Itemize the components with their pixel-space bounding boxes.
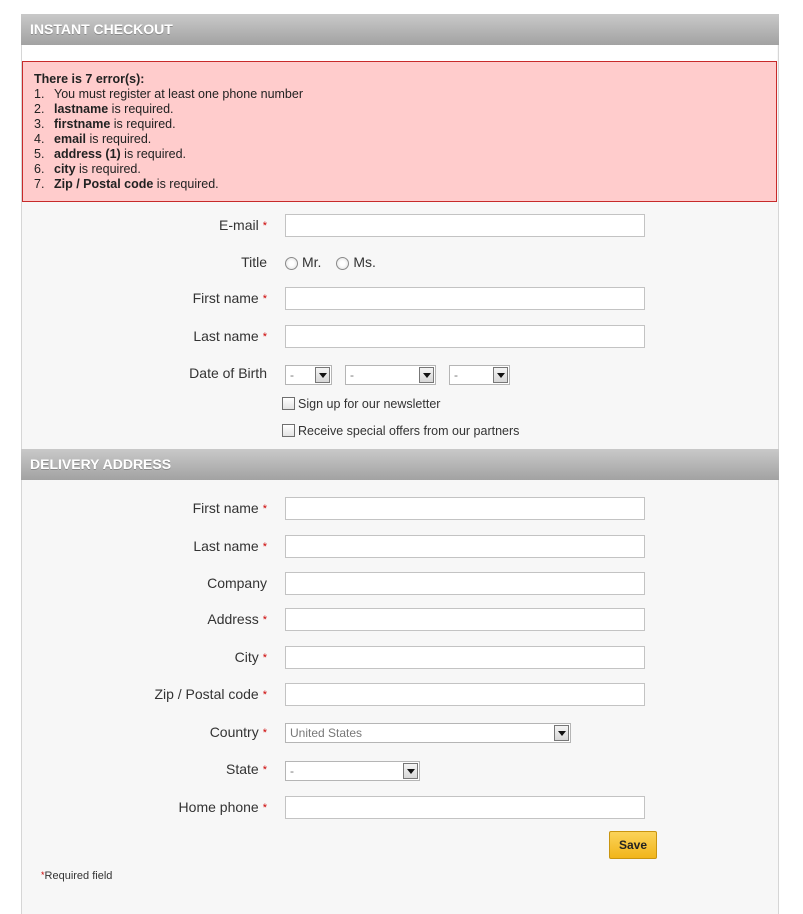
chevron-down-icon	[419, 367, 434, 383]
firstname-label-text: First name	[192, 290, 259, 306]
city-label-text: City	[234, 649, 259, 665]
title-label	[241, 254, 267, 270]
firstname-field[interactable]	[285, 287, 645, 310]
city-label	[235, 649, 267, 665]
required-mark: *	[262, 220, 267, 232]
email-field[interactable]	[285, 214, 645, 237]
country-label	[210, 724, 267, 740]
state-value: -	[290, 764, 294, 778]
required-mark: *	[262, 614, 267, 626]
radio-ms[interactable]	[336, 257, 349, 270]
dob-day-select[interactable]	[285, 365, 332, 385]
delivery-firstname-label	[193, 500, 267, 516]
delivery-firstname-field[interactable]	[285, 497, 645, 520]
dob-year-select[interactable]	[449, 365, 510, 385]
instant-checkout-header: INSTANT CHECKOUT	[21, 14, 779, 45]
address-label	[207, 611, 267, 627]
company-label-text: Company	[207, 575, 267, 591]
error-text: You must register at least one phone number	[54, 87, 303, 101]
company-field[interactable]	[285, 572, 645, 595]
address-field[interactable]	[285, 608, 645, 631]
chevron-down-icon	[493, 367, 508, 383]
required-note	[41, 870, 112, 882]
required-mark: *	[41, 870, 45, 880]
zip-field[interactable]	[285, 683, 645, 706]
error-box	[22, 61, 777, 202]
error-text: is required.	[120, 147, 187, 161]
delivery-lastname-field[interactable]	[285, 535, 645, 558]
chevron-down-icon	[554, 725, 569, 741]
delivery-lastname-text: Last name	[193, 538, 259, 554]
error-field: lastname	[54, 102, 109, 116]
delivery-firstname-text: First name	[192, 500, 259, 516]
error-title: There is 7 error(s):	[34, 72, 145, 86]
dob-label	[189, 365, 267, 381]
save-button[interactable]: Save	[609, 831, 657, 859]
required-mark: *	[262, 764, 267, 776]
error-number: 2.	[34, 102, 45, 116]
state-label-text: State	[226, 761, 259, 777]
lastname-field[interactable]	[285, 325, 645, 348]
required-mark: *	[262, 652, 267, 664]
error-item	[34, 177, 766, 192]
phone-label-text: Home phone	[178, 799, 259, 815]
zip-label-text: Zip / Postal code	[154, 686, 259, 702]
error-text: is required.	[153, 177, 219, 191]
error-item	[34, 102, 766, 117]
error-item	[34, 132, 766, 147]
country-value: United States	[290, 726, 363, 740]
required-mark: *	[262, 503, 267, 515]
error-item	[34, 87, 766, 102]
email-label-text: E-mail	[219, 217, 259, 233]
error-text: is required.	[110, 117, 176, 131]
error-field: firstname	[54, 117, 111, 131]
radio-ms-label: Ms.	[353, 254, 376, 270]
offers-label: Receive special offers from our partners	[298, 424, 520, 438]
error-field: email	[54, 132, 86, 146]
dob-year-value: -	[454, 368, 458, 382]
offers-checkbox[interactable]	[282, 424, 295, 437]
delivery-address-header: DELIVERY ADDRESS	[21, 449, 779, 480]
error-number: 7.	[34, 177, 45, 191]
error-field: Zip / Postal code	[54, 177, 154, 191]
home-phone-field[interactable]	[285, 796, 645, 819]
lastname-label	[193, 328, 267, 344]
title-radios	[285, 254, 376, 270]
zip-label	[154, 686, 267, 702]
chevron-down-icon	[315, 367, 330, 383]
country-select[interactable]	[285, 723, 571, 743]
error-number: 5.	[34, 147, 45, 161]
error-field: city	[54, 162, 76, 176]
error-item	[34, 117, 766, 132]
newsletter-label: Sign up for our newsletter	[298, 397, 441, 411]
firstname-label	[193, 290, 267, 306]
chevron-down-icon	[403, 763, 418, 779]
required-mark: *	[262, 727, 267, 739]
dob-day-value: -	[290, 368, 294, 382]
city-field[interactable]	[285, 646, 645, 669]
radio-mr-label: Mr.	[302, 254, 322, 270]
error-number: 3.	[34, 117, 45, 131]
state-select[interactable]	[285, 761, 420, 781]
dob-label-text: Date of Birth	[189, 365, 267, 381]
phone-label	[179, 799, 267, 815]
company-label	[207, 575, 267, 591]
address-label-text: Address	[207, 611, 259, 627]
error-item	[34, 162, 766, 177]
error-number: 6.	[34, 162, 45, 176]
required-mark: *	[262, 541, 267, 553]
required-mark: *	[262, 293, 267, 305]
header-spacer	[22, 45, 777, 61]
error-list	[34, 87, 766, 192]
delivery-lastname-label	[193, 538, 267, 554]
state-label	[226, 761, 267, 777]
newsletter-checkbox[interactable]	[282, 397, 295, 410]
error-number: 1.	[34, 87, 45, 101]
email-label	[219, 217, 267, 233]
error-field: address (1)	[54, 147, 121, 161]
required-mark: *	[262, 689, 267, 701]
dob-month-select[interactable]	[345, 365, 436, 385]
lastname-label-text: Last name	[193, 328, 259, 344]
error-text: is required.	[85, 132, 152, 146]
required-note-text: Required field	[44, 870, 113, 882]
error-item	[34, 147, 766, 162]
error-text: is required.	[108, 102, 174, 116]
required-mark: *	[262, 331, 267, 343]
dob-month-value: -	[350, 368, 354, 382]
radio-mr[interactable]	[285, 257, 298, 270]
title-label-text: Title	[241, 254, 267, 270]
country-label-text: Country	[209, 724, 259, 740]
error-text: is required.	[75, 162, 141, 176]
error-number: 4.	[34, 132, 45, 146]
required-mark: *	[262, 802, 267, 814]
